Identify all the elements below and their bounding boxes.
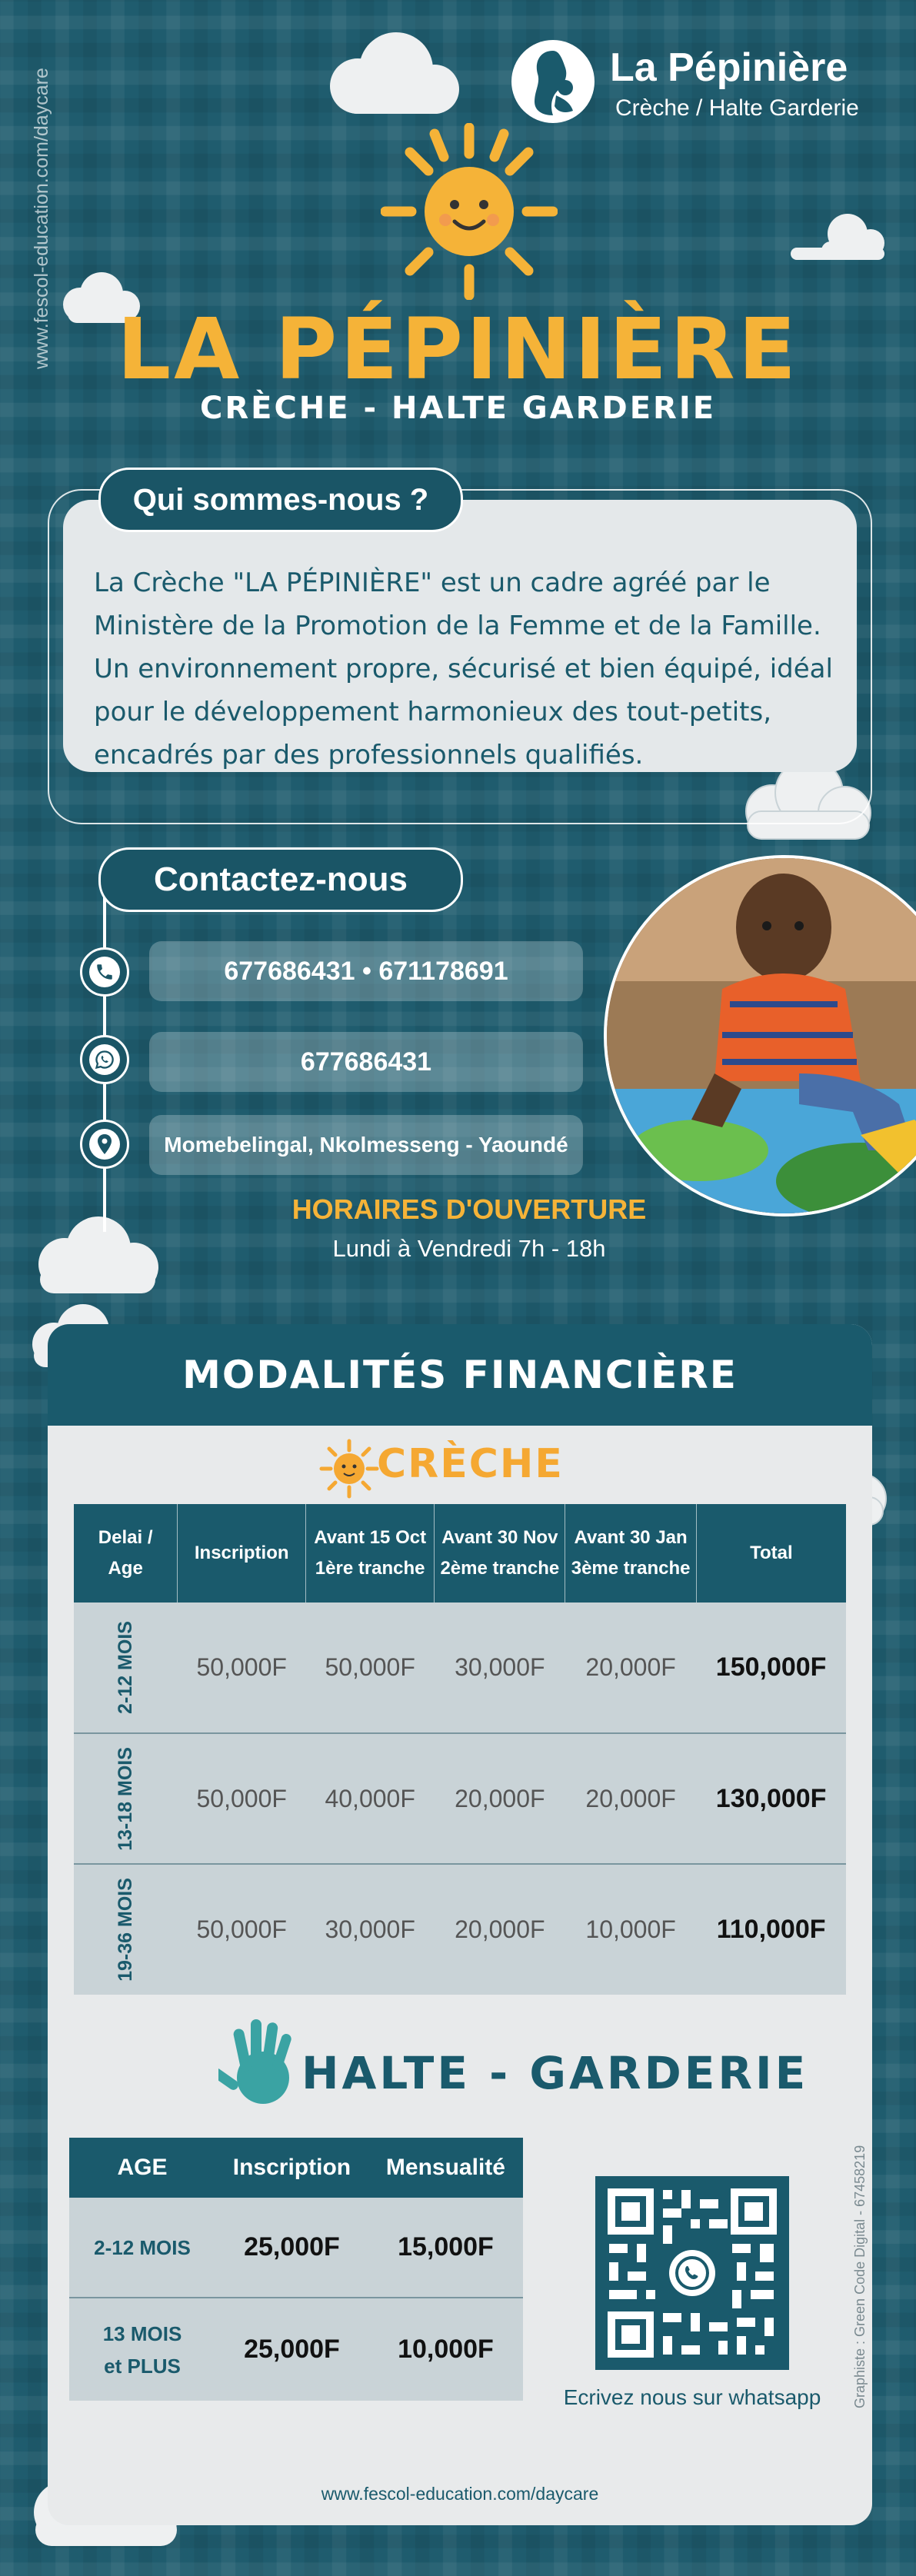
whatsapp-icon [80, 1035, 129, 1084]
address: Momebelingal, Nkolmesseng - Yaoundé [149, 1115, 583, 1175]
brand-header [511, 37, 881, 129]
halte-fee-table [69, 2138, 523, 2401]
finance-title: MODALITÉS FINANCIÈRE [48, 1324, 872, 1426]
small-sun-icon [318, 1438, 380, 1499]
footer-url[interactable]: www.fescol-education.com/daycare [321, 2484, 599, 2504]
brand-name: La Pépinière [610, 45, 848, 90]
location-pin-icon [80, 1120, 129, 1169]
halte-garderie-label: HALTE - GARDERIE [301, 2047, 809, 2099]
sun-icon [381, 123, 558, 300]
hours-title: HORAIRES D'OUVERTURE [291, 1193, 647, 1225]
hours-text: Lundi à Vendredi 7h - 18h [332, 1235, 606, 1262]
hero-title: LA PÉPINIÈRE [117, 300, 799, 398]
table-row: 19-36 MOIS 50,000F 30,000F 20,000F 10,000F 110,000F [74, 1864, 846, 1995]
cloud-decoration [791, 208, 886, 261]
table-header: AGE [69, 2138, 215, 2198]
table-header: Avant 30 Jan 3ème tranche [565, 1504, 696, 1603]
brand-logo [511, 40, 595, 123]
cloud-decoration [311, 31, 470, 117]
table-header: Total [696, 1504, 846, 1603]
child-photo [604, 855, 916, 1216]
about-section [48, 489, 872, 824]
phone-icon [80, 947, 129, 997]
qr-caption: Ecrivez nous sur whatsapp [563, 2385, 821, 2409]
table-row: 13 MOIS et PLUS 25,000F 10,000F [69, 2298, 523, 2401]
phone-numbers[interactable]: 677686431 • 671178691 [149, 941, 583, 1001]
table-header: Inscription [215, 2138, 368, 2198]
about-text: La Crèche "LA PÉPINIÈRE" est un cadre agréé par le Ministère de la Promotion de la Femme et de la Famille. Un environnement propre, sécurisé et bien équipé, idéal pour le développement harmonieux des tout-petits, encadrés par des professionnels qualifiés. [94, 567, 833, 770]
designer-credit: Graphiste : Green Code Digital - 67458219 [852, 2145, 868, 2408]
cloud-decoration [23, 1215, 169, 1295]
table-header: Inscription [178, 1504, 306, 1603]
creche-label: CRÈCHE [377, 1441, 564, 1487]
whatsapp-qr-code[interactable] [595, 2176, 789, 2370]
mother-child-logo-icon [511, 40, 595, 123]
brand-tagline: Crèche / Halte Garderie [615, 95, 859, 121]
finance-card [48, 1324, 872, 2525]
table-header: Mensualité [368, 2138, 523, 2198]
hero-subtitle: CRÈCHE - HALTE GARDERIE [199, 391, 717, 426]
whatsapp-number[interactable]: 677686431 [149, 1032, 583, 1092]
table-row: 2-12 MOIS 50,000F 50,000F 30,000F 20,000F 150,000F [74, 1603, 846, 1733]
table-header: Delai / Age [74, 1504, 178, 1603]
table-header: Avant 15 Oct 1ère tranche [306, 1504, 435, 1603]
side-website-url: www.fescol-education.com/daycare [31, 68, 52, 369]
table-row: 13-18 MOIS 50,000F 40,000F 20,000F 20,000F 130,000F [74, 1733, 846, 1864]
creche-fee-table [74, 1504, 846, 1995]
about-heading: Qui sommes-nous ? [98, 468, 463, 532]
contact-heading: Contactez-nous [98, 847, 463, 912]
table-header: Avant 30 Nov 2ème tranche [435, 1504, 565, 1603]
handprint-icon [218, 2016, 298, 2107]
table-row: 2-12 MOIS 25,000F 15,000F [69, 2198, 523, 2298]
